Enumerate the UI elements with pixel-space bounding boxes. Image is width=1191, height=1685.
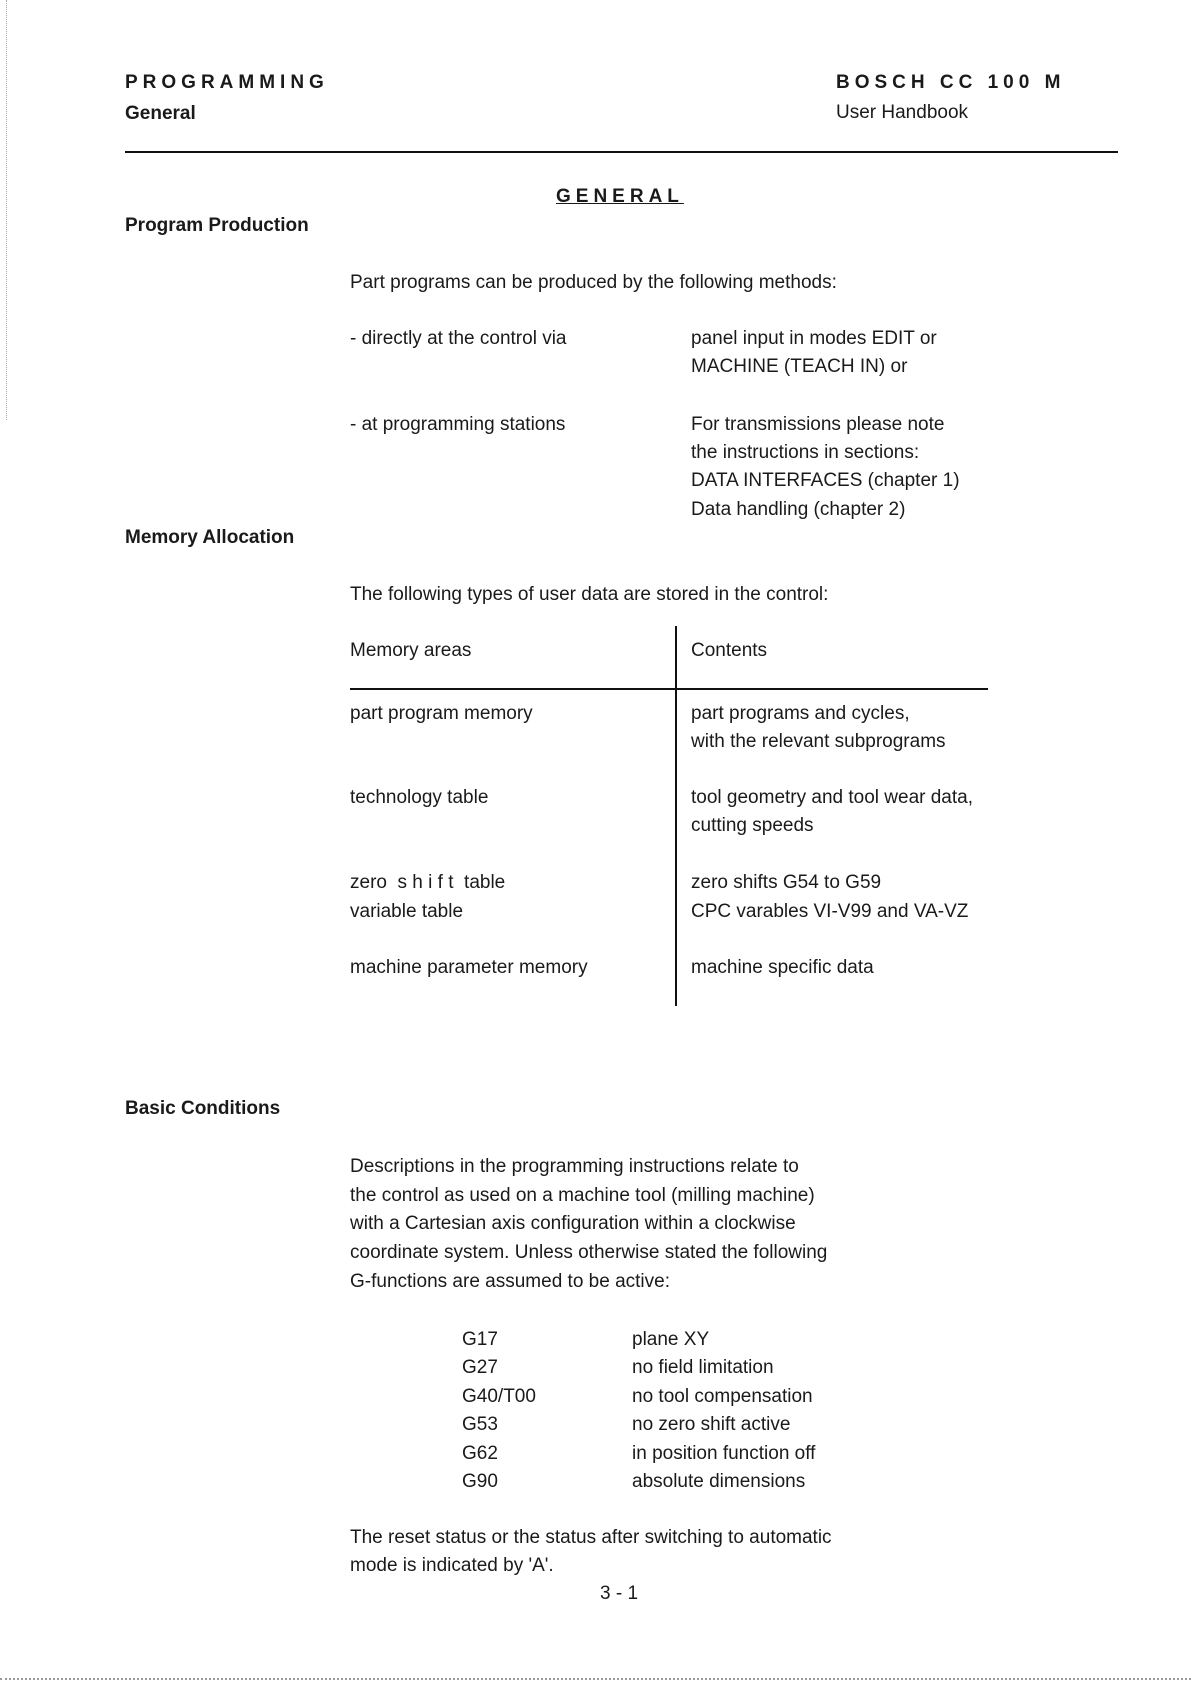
gfunction-code: G90 <box>462 1471 498 1492</box>
method-detail: panel input in modes EDIT or <box>691 328 937 349</box>
memory-area: technology table <box>350 787 489 808</box>
memory-contents: with the relevant subprograms <box>691 731 946 752</box>
gfunction-desc: plane XY <box>632 1329 710 1350</box>
gfunction-desc: no zero shift active <box>632 1414 791 1435</box>
memory-contents: tool geometry and tool wear data, <box>691 787 974 808</box>
table-header-memory-areas: Memory areas <box>350 640 472 661</box>
memory-area: part program memory <box>350 703 533 724</box>
method-label: - directly at the control via <box>350 328 567 349</box>
closing-line: mode is indicated by 'A'. <box>350 1555 554 1576</box>
header-section: PROGRAMMING <box>125 72 329 93</box>
header-doc-type: User Handbook <box>836 102 969 123</box>
memory-contents: CPC varables VI-V99 and VA-VZ <box>691 901 969 922</box>
paragraph-line: G-functions are assumed to be active: <box>350 1271 670 1292</box>
method-detail: MACHINE (TEACH IN) or <box>691 356 908 377</box>
gfunction-code: G53 <box>462 1414 498 1435</box>
method-detail: Data handling (chapter 2) <box>691 499 906 520</box>
heading-basic-conditions: Basic Conditions <box>125 1098 281 1119</box>
memory-area: variable table <box>350 901 464 922</box>
gfunction-code: G40/T00 <box>462 1386 536 1407</box>
gfunction-desc: no tool compensation <box>632 1386 813 1407</box>
scan-bottom-edge <box>0 1678 1191 1680</box>
paragraph-line: the control as used on a machine tool (milling machine) <box>350 1185 815 1206</box>
method-detail: For transmissions please note <box>691 414 945 435</box>
program-production-intro: Part programs can be produced by the following methods: <box>350 272 837 293</box>
closing-line: The reset status or the status after switching to automatic <box>350 1527 832 1548</box>
memory-area: zero s h i f t table <box>350 872 506 893</box>
header-subsection: General <box>125 103 196 124</box>
heading-program-production: Program Production <box>125 215 309 236</box>
gfunction-desc: in position function off <box>632 1443 816 1464</box>
method-detail: DATA INTERFACES (chapter 1) <box>691 470 960 491</box>
method-detail: the instructions in sections: <box>691 442 920 463</box>
scan-edge <box>6 0 8 420</box>
gfunction-code: G62 <box>462 1443 498 1464</box>
table-column-divider <box>675 626 677 1006</box>
paragraph-line: coordinate system. Unless otherwise stated the following <box>350 1242 828 1263</box>
paragraph-line: with a Cartesian axis configuration within a clockwise <box>350 1213 796 1234</box>
heading-memory-allocation: Memory Allocation <box>125 527 295 548</box>
page-title: GENERAL <box>556 186 684 207</box>
memory-contents: machine specific data <box>691 957 874 978</box>
gfunction-desc: absolute dimensions <box>632 1471 806 1492</box>
method-label: - at programming stations <box>350 414 566 435</box>
page-number: 3 - 1 <box>600 1583 639 1604</box>
table-header-rule <box>350 688 988 690</box>
paragraph-line: Descriptions in the programming instructions relate to <box>350 1156 799 1177</box>
gfunction-desc: no field limitation <box>632 1357 774 1378</box>
header-product: BOSCH CC 100 M <box>836 72 1066 93</box>
memory-contents: part programs and cycles, <box>691 703 910 724</box>
table-header-contents: Contents <box>691 640 768 661</box>
gfunction-code: G17 <box>462 1329 498 1350</box>
memory-contents: zero shifts G54 to G59 <box>691 872 882 893</box>
memory-area: machine parameter memory <box>350 957 588 978</box>
memory-contents: cutting speeds <box>691 815 814 836</box>
header-rule <box>125 151 1118 153</box>
gfunction-code: G27 <box>462 1357 498 1378</box>
memory-intro: The following types of user data are stored in the control: <box>350 584 829 605</box>
